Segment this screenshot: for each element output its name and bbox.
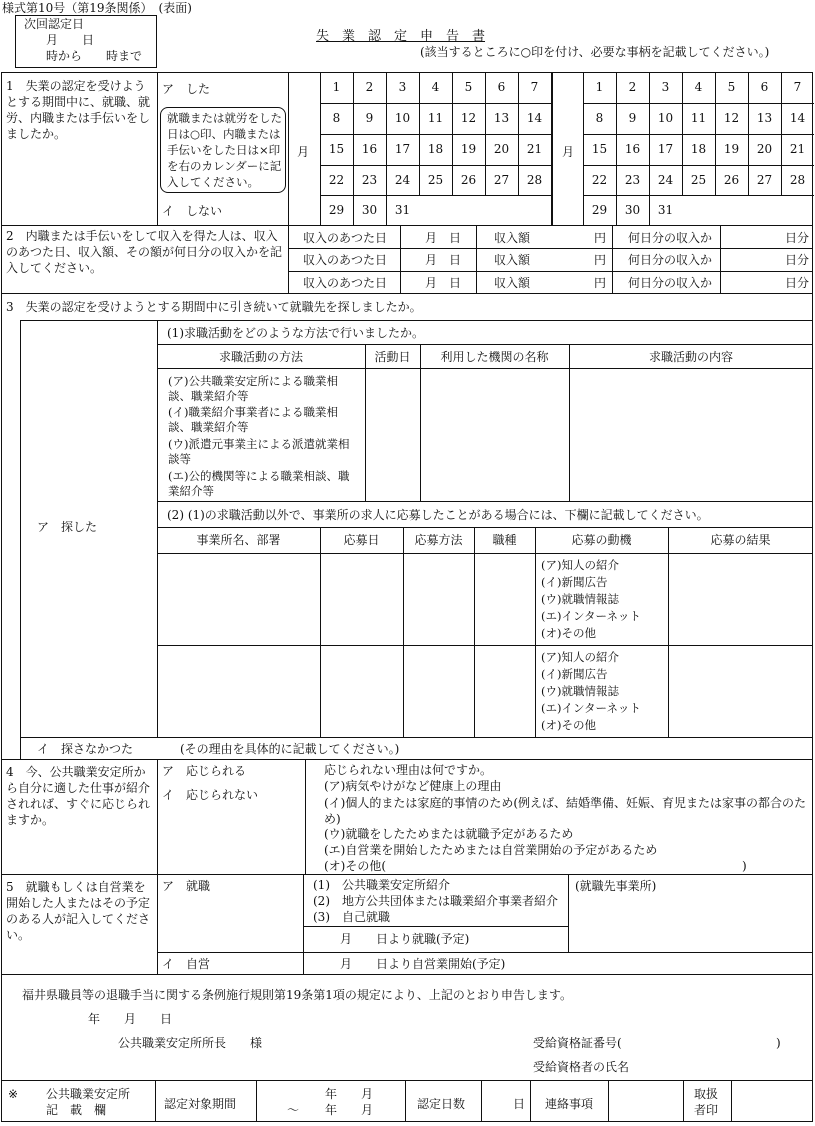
income-date-label: 収入のあつた日 xyxy=(303,231,388,245)
calendar-day[interactable]: 5 xyxy=(727,80,736,94)
calendar-day[interactable]: 8 xyxy=(595,111,604,125)
q4-other-close: ) xyxy=(742,859,747,873)
declaration-date[interactable]: 年 月 日 xyxy=(88,1012,173,1026)
motive-option[interactable]: (ウ)就職情報誌 xyxy=(541,592,619,606)
motive-option[interactable]: (オ)その他 xyxy=(541,626,596,640)
q4-option-can[interactable]: ア 応じられる xyxy=(162,764,247,778)
calendar-day[interactable]: 16 xyxy=(624,142,641,156)
calendar-day[interactable]: 30 xyxy=(361,203,378,217)
calendar-day[interactable]: 6 xyxy=(497,80,506,94)
calendar-day[interactable]: 22 xyxy=(328,173,345,187)
period-tilde: ～ xyxy=(287,1103,300,1117)
calendar-day[interactable]: 13 xyxy=(756,111,773,125)
calendar-day[interactable]: 31 xyxy=(394,203,411,217)
calendar-day[interactable]: 25 xyxy=(427,173,444,187)
calendar-day[interactable]: 22 xyxy=(591,173,608,187)
motive-option[interactable]: (エ)インターネット xyxy=(541,701,641,715)
calendar-day[interactable]: 19 xyxy=(460,142,477,156)
calendar-day[interactable]: 12 xyxy=(460,111,477,125)
institution-header: 利用した機関の名称 xyxy=(440,350,549,364)
method-option[interactable]: (エ)公的機関等による職業相談、職業紹介等 xyxy=(168,469,350,498)
calendar-day[interactable]: 8 xyxy=(332,111,341,125)
calendar-day[interactable]: 9 xyxy=(628,111,637,125)
calendar-day[interactable]: 17 xyxy=(394,142,411,156)
q5-option-self-employed[interactable]: イ 自営 xyxy=(162,957,211,971)
q4-reason-title: 応じられない理由は何ですか。 xyxy=(324,763,493,777)
calendar-day[interactable]: 3 xyxy=(661,80,670,94)
calendar-day[interactable]: 16 xyxy=(361,142,378,156)
activity-date-header: 活動日 xyxy=(374,350,411,364)
applicant-name-label: 受給資格者の氏名 xyxy=(533,1060,630,1074)
cert-days-label: 認定日数 xyxy=(417,1097,466,1111)
q4-question: 4 今、公共職業安定所から自分に適した仕事が紹介されれば、すぐに応じられますか。 xyxy=(6,765,151,827)
apply-date-header: 応募日 xyxy=(343,533,380,547)
office-use-line1: 公共職業安定所 xyxy=(46,1087,131,1101)
result-header: 応募の結果 xyxy=(710,533,771,547)
calendar-day[interactable]: 3 xyxy=(398,80,407,94)
income-month-day[interactable]: 月 日 xyxy=(425,276,462,290)
method-header: 求職活動の方法 xyxy=(218,350,303,364)
q3-reason-note: (その理由を具体的に記載してください。) xyxy=(180,742,400,756)
calendar-day[interactable]: 11 xyxy=(427,111,444,125)
income-days-label: 何日分の収入か xyxy=(628,231,713,245)
q3-sub2-title: (2) (1)の求職活動以外で、事業所の求人に応募したことがある場合には、下欄に記載してください。 xyxy=(167,508,709,522)
q4-option-cannot[interactable]: イ 応じられない xyxy=(162,788,259,802)
calendar-day[interactable]: 23 xyxy=(624,173,641,187)
certificate-number[interactable]: 受給資格証番号( xyxy=(533,1036,622,1050)
motive-option[interactable]: (イ)新聞広告 xyxy=(541,667,608,681)
calendar-day[interactable]: 20 xyxy=(493,142,510,156)
calendar-day[interactable]: 12 xyxy=(723,111,740,125)
calendar-day[interactable]: 18 xyxy=(427,142,444,156)
income-amount-label: 収入額 xyxy=(494,253,531,267)
calendar-2 xyxy=(583,72,814,225)
q1-option-did-not[interactable]: イ しない xyxy=(162,204,223,218)
calendar-day[interactable]: 15 xyxy=(591,142,608,156)
activity-content-header: 求職活動の内容 xyxy=(648,350,733,364)
document-title: 失 業 認 定 申 告 書 xyxy=(316,29,486,44)
next-date-month-day[interactable]: 月 日 xyxy=(46,33,95,47)
q4-reason[interactable]: (ウ)就職をしたためまたは就職予定があるため xyxy=(324,827,574,841)
calendar-day[interactable]: 31 xyxy=(657,203,674,217)
income-date-label: 収入のあつた日 xyxy=(303,253,388,267)
income-month-day[interactable]: 月 日 xyxy=(425,253,462,267)
calendar-day[interactable]: 28 xyxy=(789,173,806,187)
certificate-number-close: ) xyxy=(776,1036,781,1050)
calendar-day[interactable]: 20 xyxy=(756,142,773,156)
calendar-day[interactable]: 23 xyxy=(361,173,378,187)
q3-option-not-searched[interactable]: イ 探さなかつた xyxy=(37,742,134,756)
calendar2-month-label[interactable]: 月 xyxy=(562,145,575,159)
calendar-day[interactable]: 25 xyxy=(690,173,707,187)
reference-mark: ※ xyxy=(8,1087,19,1101)
q1-instruction: 就職または就労をした日は○印、内職または手伝いをした日は×印を右のカレンダーに記入してください。 xyxy=(167,111,282,189)
income-days-label: 何日分の収入か xyxy=(628,276,713,290)
employment-start-date[interactable]: 月 日より就職(予定) xyxy=(340,932,470,946)
period-start[interactable]: 年 月 xyxy=(325,1087,374,1101)
calendar-day[interactable]: 26 xyxy=(723,173,740,187)
company-header: 事業所名、部署 xyxy=(196,533,281,547)
q5-question: 5 就職もしくは自営業を開始した人またはその予定のある人が記入してください。 xyxy=(6,880,151,942)
calendar-day[interactable]: 2 xyxy=(628,80,637,94)
q4-reason[interactable]: (オ)その他( xyxy=(324,859,387,873)
method-option[interactable]: (イ)職業紹介事業者による職業相談、職業紹介等 xyxy=(168,405,338,434)
method-option[interactable]: (ア)公共職業安定所による職業相談、職業紹介等 xyxy=(168,374,338,403)
calendar-day[interactable]: 26 xyxy=(460,173,477,187)
days-unit: 日分 xyxy=(785,253,810,267)
motive-header: 応募の動機 xyxy=(571,533,632,547)
calendar-day[interactable]: 18 xyxy=(690,142,707,156)
instruction-note: (該当するところに○印を付け、必要な事柄を記載してください。) xyxy=(420,45,770,59)
calendar-day[interactable]: 29 xyxy=(591,203,608,217)
office-use-line2: 記 載 欄 xyxy=(46,1103,107,1117)
calendar-day[interactable]: 9 xyxy=(365,111,374,125)
yen-unit: 円 xyxy=(594,276,607,290)
employment-route[interactable]: (2) 地方公共団体または職業紹介事業者紹介 xyxy=(313,894,558,908)
income-amount-label: 収入額 xyxy=(494,231,531,245)
motive-option[interactable]: (ア)知人の紹介 xyxy=(541,558,619,572)
calendar-day[interactable]: 1 xyxy=(595,80,604,94)
calendar1-month-label[interactable]: 月 xyxy=(297,145,310,159)
calendar-day[interactable]: 2 xyxy=(365,80,374,94)
q1-question: 1 失業の認定を受けようとする期間中に、就職、就労、内職または手伝いをしましたか。 xyxy=(6,79,151,141)
calendar-day[interactable]: 29 xyxy=(328,203,345,217)
q3-sub1-title: (1)求職活動をどのような方法で行いましたか。 xyxy=(167,326,424,340)
motive-option[interactable]: (ア)知人の紹介 xyxy=(541,650,619,664)
motive-option[interactable]: (エ)インターネット xyxy=(541,609,641,623)
contact-label: 連絡事項 xyxy=(545,1097,594,1111)
calendar-day[interactable]: 11 xyxy=(690,111,707,125)
calendar-day[interactable]: 4 xyxy=(431,80,440,94)
method-option[interactable]: (ウ)派遣元事業主による派遣就業相談等 xyxy=(168,437,350,466)
calendar-day[interactable]: 24 xyxy=(394,173,411,187)
calendar-day[interactable]: 27 xyxy=(756,173,773,187)
calendar-day[interactable]: 21 xyxy=(789,142,806,156)
calendar-day[interactable]: 7 xyxy=(530,80,539,94)
yen-unit: 円 xyxy=(594,231,607,245)
cert-days-unit: 日 xyxy=(513,1097,526,1111)
calendar-day[interactable]: 10 xyxy=(657,111,674,125)
employer-label: (就職先事業所) xyxy=(575,879,657,893)
q3-question: 3 失業の認定を受けようとする期間中に引き続いて就職先を探しましたか。 xyxy=(6,300,422,314)
calendar-day[interactable]: 15 xyxy=(328,142,345,156)
calendar-day[interactable]: 10 xyxy=(394,111,411,125)
job-type-header: 職種 xyxy=(492,533,517,547)
calendar-day[interactable]: 14 xyxy=(789,111,806,125)
calendar-day[interactable]: 27 xyxy=(493,173,510,187)
motive-option[interactable]: (イ)新聞広告 xyxy=(541,575,608,589)
q3-option-searched[interactable]: ア 探した xyxy=(37,520,98,534)
motive-option[interactable]: (ウ)就職情報誌 xyxy=(541,684,619,698)
calendar-day[interactable]: 1 xyxy=(332,80,341,94)
days-unit: 日分 xyxy=(785,231,810,245)
calendar-day[interactable]: 21 xyxy=(526,142,543,156)
calendar-day[interactable]: 14 xyxy=(526,111,543,125)
q2-question: 2 内職または手伝いをして収入を得た人は、収入のあつた日、収入額、その額が何日分の収入かを記入してください。 xyxy=(6,229,283,275)
calendar-day[interactable]: 6 xyxy=(760,80,769,94)
q4-reason[interactable]: (イ)個人的または家庭的事情のため(例えば、結婚準備、妊娠、育児または家事の都合のため) xyxy=(324,796,807,826)
q1-option-did[interactable]: ア した xyxy=(162,82,211,96)
calendar-day[interactable]: 13 xyxy=(493,111,510,125)
income-date-label: 収入のあつた日 xyxy=(303,276,388,290)
next-date-time[interactable]: 時から 時まで xyxy=(46,49,143,63)
handler-stamp-line1: 取扱 xyxy=(694,1087,719,1101)
income-amount-label: 収入額 xyxy=(494,276,531,290)
yen-unit: 円 xyxy=(594,253,607,267)
motive-option[interactable]: (オ)その他 xyxy=(541,718,596,732)
next-date-label: 次回認定日 xyxy=(24,17,85,31)
days-unit: 日分 xyxy=(785,276,810,290)
apply-method-header: 応募方法 xyxy=(414,533,463,547)
employment-route[interactable]: (1) 公共職業安定所紹介 xyxy=(313,878,450,892)
calendar-day[interactable]: 28 xyxy=(526,173,543,187)
form-number: 様式第10号（第19条関係） (表面) xyxy=(2,1,192,15)
q4-reason[interactable]: (ア)病気やけがなど健康上の理由 xyxy=(324,779,502,793)
calendar-1 xyxy=(320,72,551,225)
income-month-day[interactable]: 月 日 xyxy=(425,231,462,245)
calendar-day[interactable]: 24 xyxy=(657,173,674,187)
calendar-day[interactable]: 7 xyxy=(793,80,802,94)
calendar-day[interactable]: 17 xyxy=(657,142,674,156)
income-days-label: 何日分の収入か xyxy=(628,253,713,267)
calendar-day[interactable]: 19 xyxy=(723,142,740,156)
calendar-day[interactable]: 5 xyxy=(464,80,473,94)
office-addressee[interactable]: 公共職業安定所所長 様 xyxy=(118,1036,263,1050)
calendar-day[interactable]: 4 xyxy=(694,80,703,94)
declaration-text: 福井県職員等の退職手当に関する条例施行規則第19条第1項の規定により、上記のとおり申告します。 xyxy=(22,988,572,1002)
period-label: 認定対象期間 xyxy=(164,1097,237,1111)
self-employment-start-date[interactable]: 月 日より自営業開始(予定) xyxy=(340,957,506,971)
employment-route[interactable]: (3) 自己就職 xyxy=(313,910,390,924)
q4-reason[interactable]: (エ)自営業を開始したためまたは自営業開始の予定があるため xyxy=(324,843,658,857)
handler-stamp-line2: 者印 xyxy=(694,1103,719,1117)
calendar-day[interactable]: 30 xyxy=(624,203,641,217)
q5-option-employment[interactable]: ア 就職 xyxy=(162,879,211,893)
period-end[interactable]: 年 月 xyxy=(325,1103,374,1117)
